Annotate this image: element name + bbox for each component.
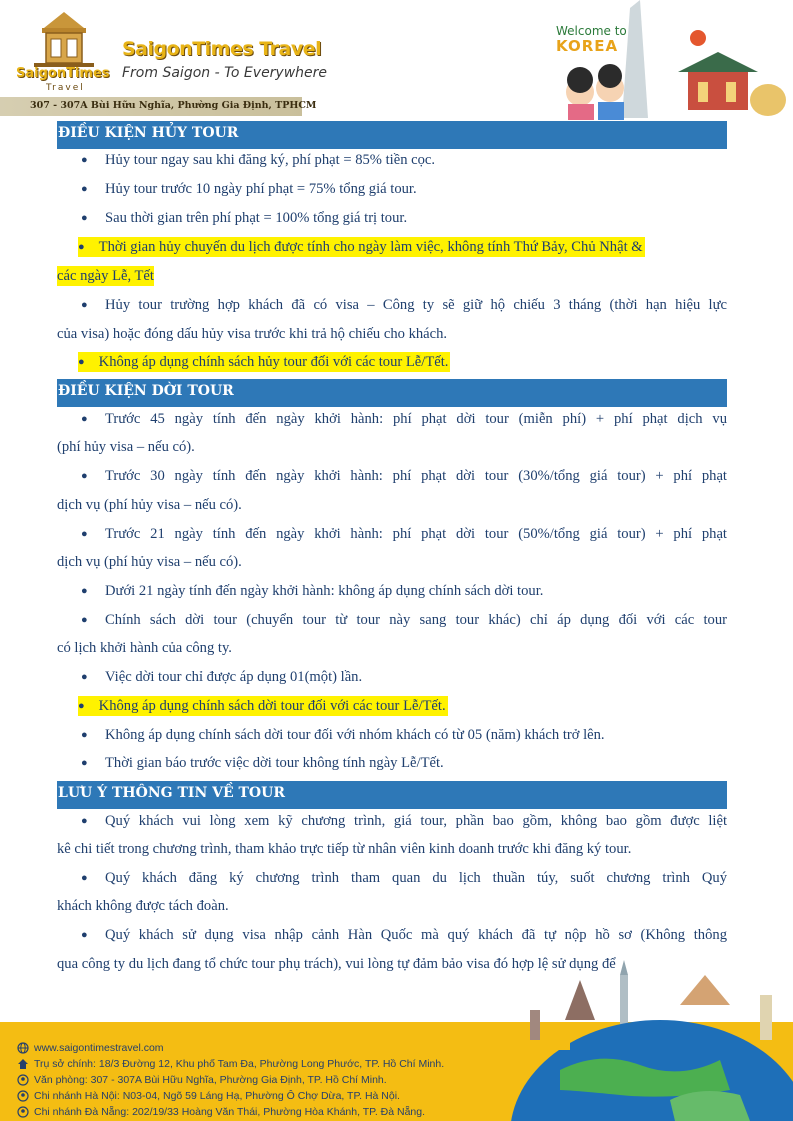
bullet-icon: ● [81,528,88,540]
list-item: ● Trước 30 ngày tính đến ngày khởi hành: phí phạt dời tour (30%/tổng giá tour) + phí phạt [57,466,727,486]
list-item: ● Trước 45 ngày tính đến ngày khởi hành: phí phạt dời tour (miễn phí) + phí phạt dịch vụ [57,409,727,429]
list-item-cont: của visa) hoặc đóng dấu hủy visa trước khi trả hộ chiếu cho khách. [57,326,448,342]
world-landmarks-illustration [470,960,793,1121]
list-item-cont: có lịch khởi hành của công ty. [57,640,232,656]
list-item-cont: dịch vụ (phí hủy visa – nếu có). [57,554,242,570]
list-item: ● Quý khách sử dụng visa nhập cảnh Hàn Quốc mà quý khách đã tự nộp hồ sơ (Không thông [57,925,727,945]
list-item: ● Hủy tour ngay sau khi đăng ký, phí phạt = 85% tiền cọc. [57,150,435,170]
bullet-icon: ● [81,671,88,683]
bullet-icon: ● [81,872,88,884]
location-pin-icon [17,1090,29,1102]
footer-headquarters: Trụ sở chính: 18/3 Đường 12, Khu phố Tam Đa, Phường Long Phước, TP. Hồ Chí Minh. [34,1058,445,1070]
bullet-icon: ● [81,212,88,224]
list-item: ● Không áp dụng chính sách dời tour đối với nhóm khách có từ 05 (năm) khách trở lên. [57,725,605,745]
bullet-icon: ● [81,929,88,941]
list-item-cont: khách không được tách đoàn. [57,898,229,914]
list-item-cont: (phí hủy visa – nếu có). [57,439,195,455]
logo-text: SaigonTimes [16,66,110,81]
list-item: ● Trước 21 ngày tính đến ngày khởi hành: phí phạt dời tour (50%/tổng giá tour) + phí phạt [57,524,727,544]
list-item: ● Quý khách vui lòng xem kỹ chương trình, giá tour, phần bao gồm, không bao gồm được liệt [57,811,727,831]
bullet-icon: ● [81,183,88,195]
highlighted-item: ● Thời gian hủy chuyến du lịch được tính cho ngày làm việc, không tính Thứ Bảy, Chủ Nhật & [78,239,643,255]
list-item: ● Chính sách dời tour (chuyển tour từ tour này sang tour khác) chỉ áp dụng đối với các tour [57,610,727,630]
list-item: ● Hủy tour trường hợp khách đã có visa – Công ty sẽ giữ hộ chiếu 3 tháng (thời hạn hiệu lực [57,295,727,315]
bullet-icon: ● [78,356,85,368]
logo-subtext: Travel [46,83,85,93]
brand-name: SaigonTimes Travel [122,38,322,60]
bullet-icon: ● [81,757,88,769]
korea-text: KOREA [556,37,619,55]
bullet-icon: ● [81,614,88,626]
bullet-icon: ● [81,729,88,741]
highlighted-item: ● Không áp dụng chính sách hủy tour đối với các tour Lễ/Tết. [78,354,449,370]
bullet-icon: ● [81,585,88,597]
korea-illustration [548,0,793,120]
bullet-icon: ● [78,241,85,253]
bullet-icon: ● [81,470,88,482]
list-item: ● Hủy tour trước 10 ngày phí phạt = 75% tổng giá tour. [57,179,417,199]
list-item-cont: qua công ty du lịch đang tổ chức tour phụ trách), vui lòng tự đảm bảo visa đó hợp lệ sử dụng để [57,956,616,972]
footer-website[interactable]: www.saigontimestravel.com [34,1042,164,1054]
bullet-icon: ● [78,700,85,712]
welcome-text: Welcome to [556,24,627,38]
bullet-icon: ● [81,413,88,425]
footer-danang-branch: Chi nhánh Đà Nẵng: 202/19/33 Hoàng Văn Thái, Phường Hòa Khánh, TP. Đà Nẵng. [34,1106,426,1118]
list-item: ● Việc dời tour chỉ được áp dụng 01(một) lần. [57,667,362,687]
section-title-postpone: ĐIỀU KIỆN DỜI TOUR [57,379,727,407]
list-item: ● Dưới 21 ngày tính đến ngày khởi hành: không áp dụng chính sách dời tour. [57,581,543,601]
section-title-notes: LƯU Ý THÔNG TIN VỀ TOUR [57,781,727,809]
bullet-icon: ● [81,154,88,166]
section-title-cancel: ĐIỀU KIỆN HỦY TOUR [57,121,727,149]
location-pin-icon [17,1074,29,1086]
footer-office: Văn phòng: 307 - 307A Bùi Hữu Nghĩa, Phường Gia Định, TP. Hồ Chí Minh. [34,1074,387,1086]
list-item-cont: dịch vụ (phí hủy visa – nếu có). [57,497,242,513]
globe-icon [17,1042,29,1054]
highlighted-item-cont: các ngày Lễ, Tết [57,268,154,284]
home-icon [17,1058,29,1070]
bullet-icon: ● [81,299,88,311]
location-pin-icon [17,1106,29,1118]
list-item: ● Thời gian báo trước việc dời tour không tính ngày Lễ/Tết. [57,753,444,773]
header-address: 307 - 307A Bùi Hữu Nghĩa, Phường Gia Định, TPHCM [30,100,317,111]
highlighted-item: ● Không áp dụng chính sách dời tour đối với các tour Lễ/Tết. [78,698,446,714]
list-item: ● Sau thời gian trên phí phạt = 100% tổng giá trị tour. [57,208,407,228]
bullet-icon: ● [81,815,88,827]
list-item-cont: kê chi tiết trong chương trình, tham khảo trực tiếp từ nhân viên kinh doanh trước khi đăng ký tour. [57,841,632,857]
page-header [0,0,793,122]
list-item: ● Quý khách đăng ký chương trình tham quan du lịch thuần túy, suốt chương trình Quý [57,868,727,888]
brand-slogan: From Saigon - To Everywhere [122,65,328,81]
footer-hanoi-branch: Chi nhánh Hà Nội: N03-04, Ngõ 59 Láng Hạ, Phường Ô Chợ Dừa, TP. Hà Nội. [34,1090,400,1102]
